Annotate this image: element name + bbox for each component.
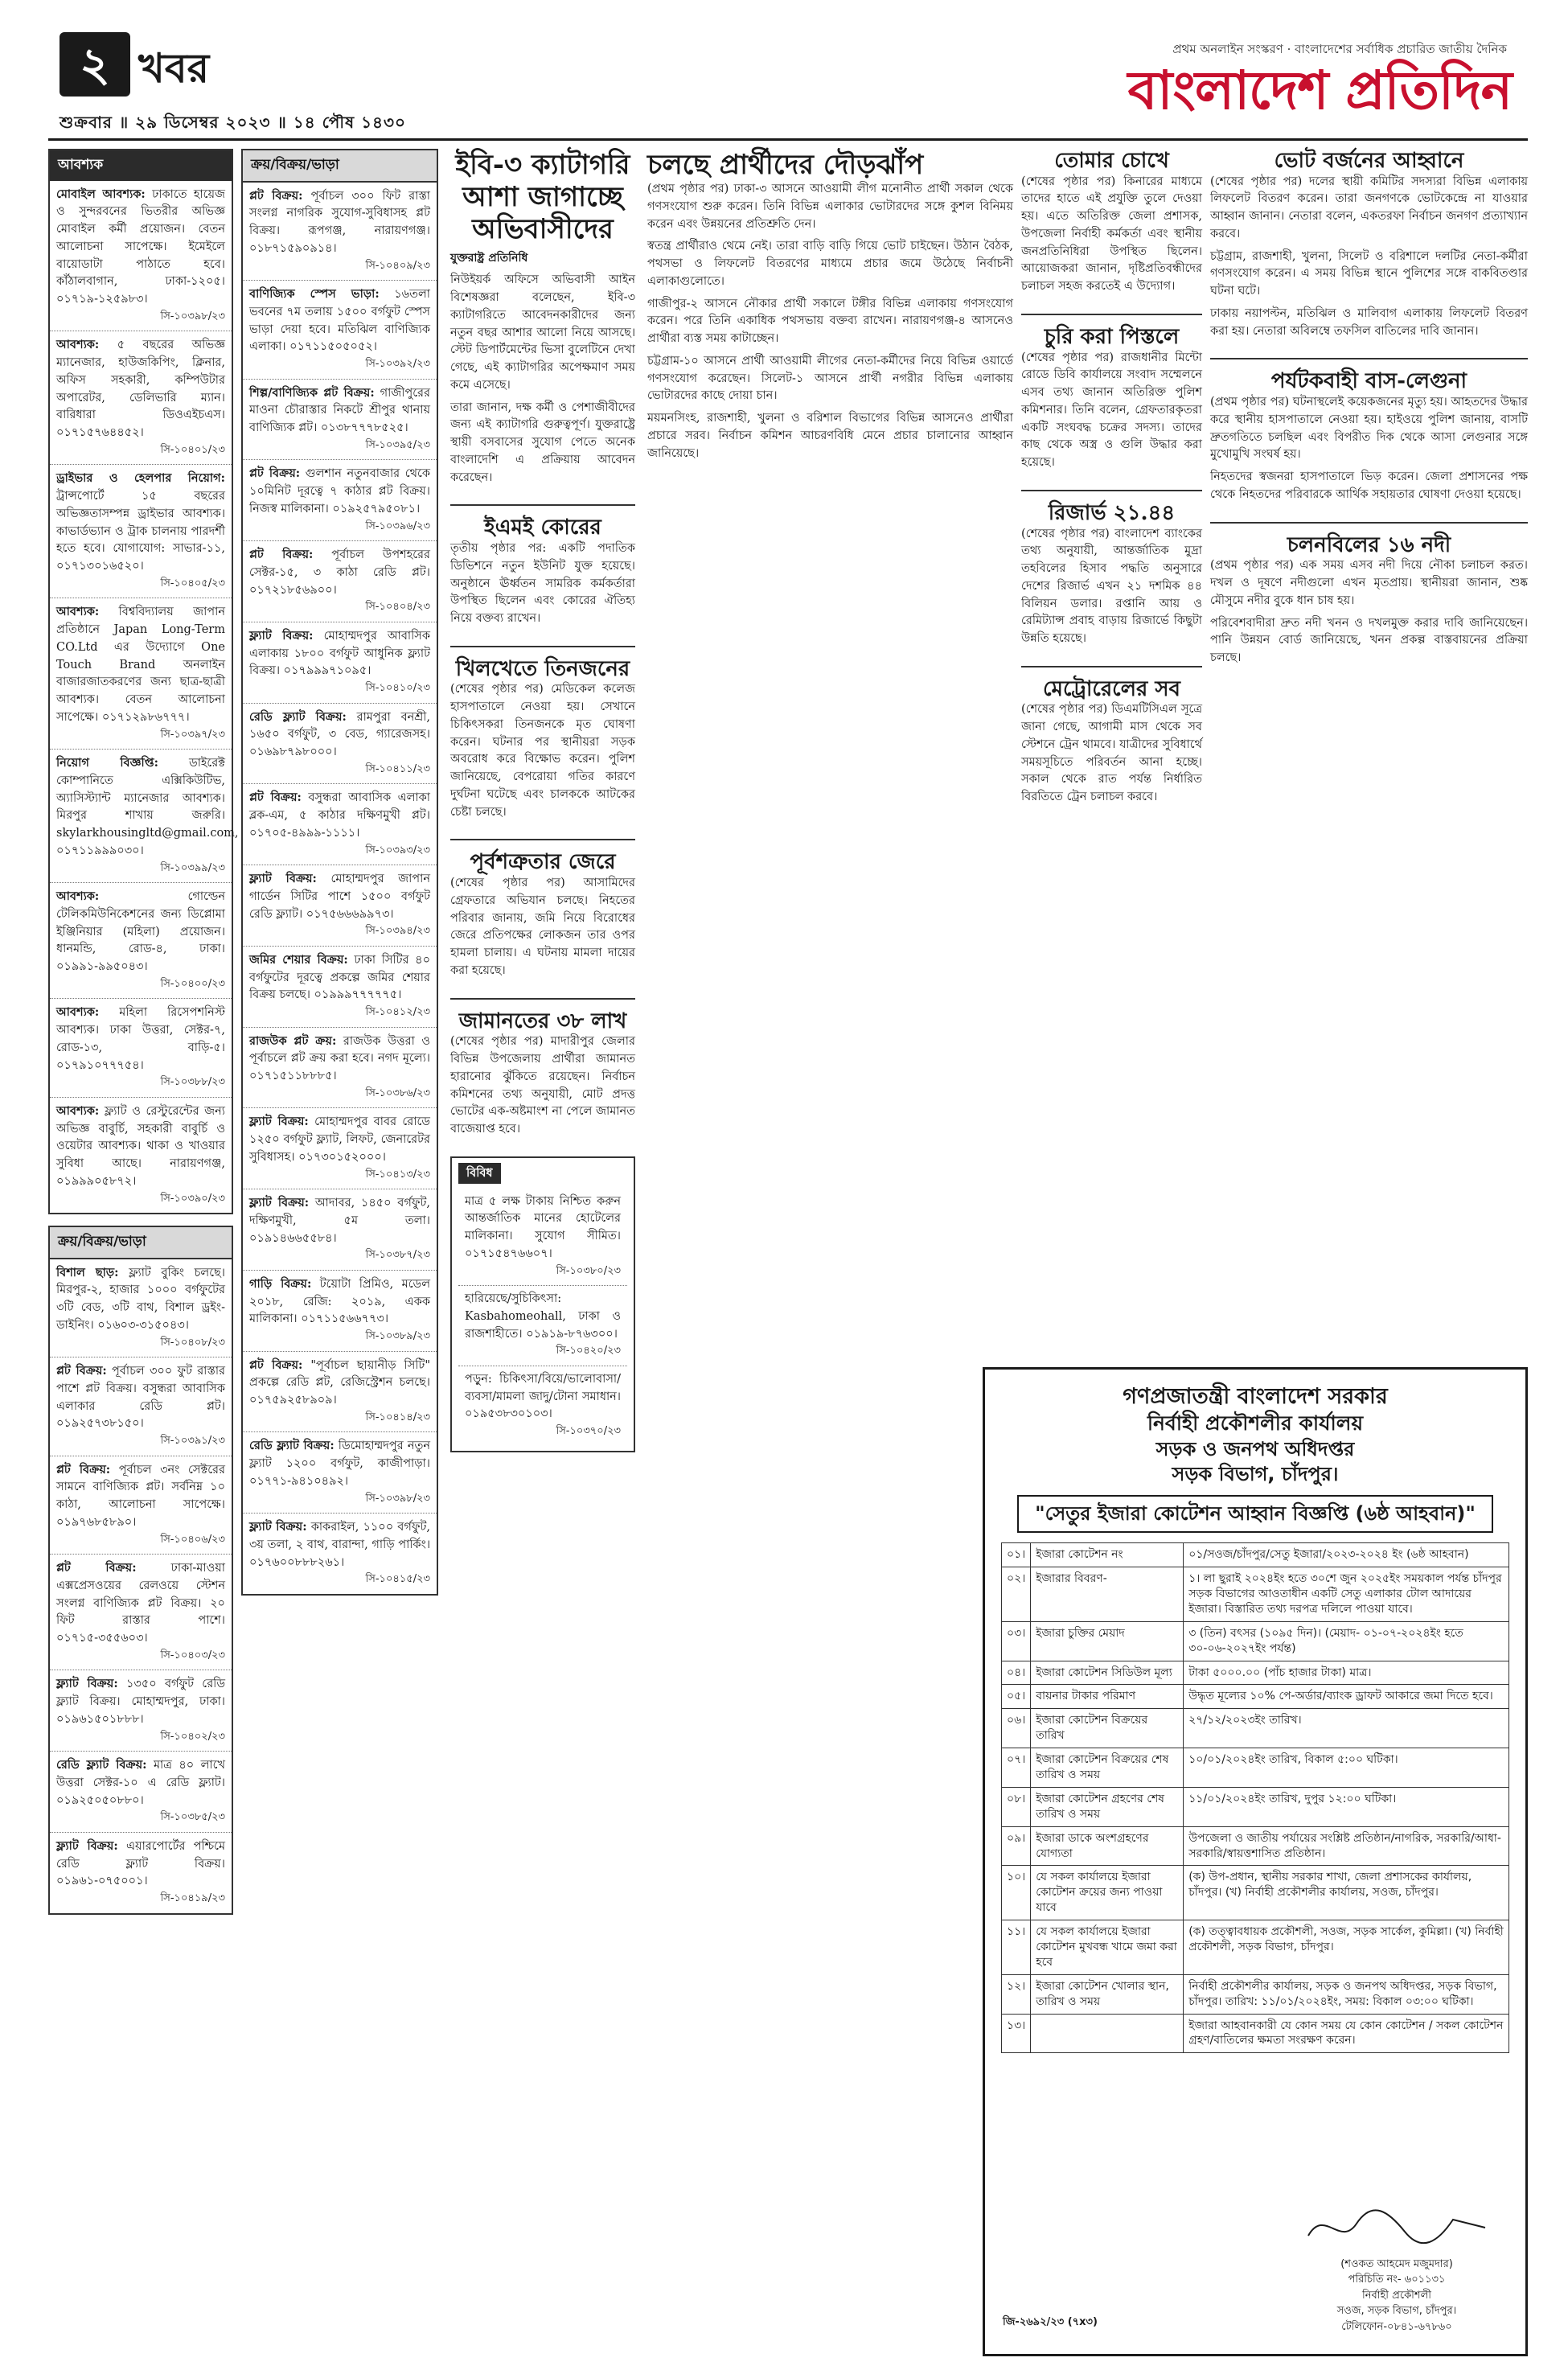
classifieds-column-left [48, 149, 239, 1926]
classified-ad-title: ফ্ল্যাট বিক্রয়: [249, 1196, 310, 1210]
notice-row [1002, 1709, 1509, 1748]
story-eme-para-1: তৃতীয় পৃষ্ঠার পর: একটি পদাতিক ডিভিশনে নতুন ইউনিট যুক্ত হয়েছে। অনুষ্ঠানে ঊর্ধ্বতন সামরিক কর্মকর্তারা উপস্থিত ছিলেন এবং কোরের ঐতিহ্য নিয়ে বক্তব্য রাখেন। [450, 542, 635, 625]
classifieds-buysell-list-left [50, 1259, 232, 1913]
notice-cell-k: যে সকল কার্যালয়ে ইজারা কোটেশন মুখবন্ধ খামে জমা করা হবে [1031, 1920, 1184, 1975]
classified-ad-title: আবশ্যক: [56, 338, 100, 352]
classified-ad-body: ট্রান্সপোর্টে ১৫ বছরের অভিজ্ঞতাসম্পন্ন ড্রাইভার আবশ্যক। কাভার্ডভ্যান ও ট্রাক চালনায় পারদর্শী হতে হবে। যোগাযোগ: সাভার-১১, ০১৭১৩০১৬৫২০। [56, 490, 225, 573]
classified-ad [243, 183, 437, 281]
classified-ad-ref: সি-১০৩৯৮/২৩ [160, 310, 225, 322]
story-enmity-para-1: (শেষের পৃষ্ঠার পর) আসামিদের গ্রেফতারে অভিযান চলছে। নিহতের পরিবার জানায়, জমি নিয়ে বিরোধের জেরে প্রতিপক্ষের লোকজন তার ওপর হামলা চালায়। এ ঘটনায় মামলা দায়ের করা হয়েছে। [450, 877, 635, 977]
story-khilkhet [450, 657, 635, 822]
classified-ad-ref: সি-১০৩৮৭/২৩ [365, 1249, 430, 1262]
story-your-eyes-para-1: (শেষের পৃষ্ঠার পর) কিনারের মাধ্যমে তাদের হাতে এই প্রযুক্তি তুলে দেওয়া হয়। এতে অতিরিক্ত জেলা প্রশাসক, উপজেলা নির্বাহী কর্মকর্তা এবং স্থানীয় জনপ্রতিনিধিরা উপস্থিত ছিলেন। আয়োজকরা জানান, দৃষ্টিপ্রতিবন্ধীদের চলাচল সহজ করতেই এ উদ্যোগ। [1021, 175, 1202, 294]
classified-ad-title: রেডি ফ্ল্যাট বিক্রয়: [249, 709, 347, 724]
classified-ad-title: ফ্ল্যাট বিক্রয়: [56, 1838, 118, 1853]
classified-ad-body: পূর্বাচল উপশহরের সেক্টর-১৫, ৩ কাঠা রেডি প্লট। ০১৭২১৮৫৬৯০০। [249, 548, 431, 597]
column-divider [1021, 490, 1202, 491]
column-divider [1210, 358, 1528, 359]
classifieds-buysell-box-right [241, 149, 438, 1596]
story-tourist-bus-para-2: নিহতদের স্বজনরা হাসপাতালে ভিড় করেন। জেলা প্রশাসনের পক্ষ থেকে নিহতদের পরিবারকে আর্থিক সহায়তার ঘোষণা দেওয়া হয়েছে। [1210, 470, 1528, 501]
classified-ad-body: গোল্ডেন টেলিকমিউনিকেশনের জন্য ডিপ্লোমা ইঞ্জিনিয়ার (মহিলা) প্রয়োজন। ধানমন্ডি, রোড-৪, ঢাকা। ০১৯৯১-৯৯৫০৪৩। [56, 890, 225, 973]
notice-cell-k: ইজারা চুক্তির মেয়াদ [1031, 1621, 1184, 1661]
story-boycott-para-3: ঢাকায় নয়াপল্টন, মতিঝিল ও মালিবাগ এলাকায় লিফলেট বিতরণ করা হয়। নেতারা অবিলম্বে তফসিল বাতিলের দাবি জানান। [1210, 306, 1528, 338]
classifieds-wanted-header: আবশ্যক [50, 150, 232, 181]
classified-ad [50, 750, 239, 883]
classified-ad-ref: সি-১০৩৯৫/২৩ [365, 438, 430, 451]
notice-cell-v: ইজারা আহবানকারী যে কোন সময় যে কোন কোটেশন / সকল কোটেশন গ্রহণ/বাতিলের ক্ষমতা সংরক্ষণ করেন। [1184, 2014, 1509, 2053]
classified-ad-title: আবশ্যক: [56, 889, 100, 903]
classified-ad-title: প্লট বিক্রয়: [56, 1561, 137, 1575]
notice-cell-v: ১। লা ছুরাই ২০২৪ইং হতে ৩০শে জুন ২০২৫ইং সময়কাল পর্যন্ত চাঁদপুর সড়ক বিভাগের আওতাধীন একটি সেতু এলাকার টোল আদায়ের ইজারা। বিস্তারিত তথ্য দরপত্র দলিলে পাওয়া যাবে। [1184, 1567, 1509, 1622]
notice-office-title: নির্বাহী প্রকৌশলীর কার্যালয় [1147, 1411, 1364, 1435]
notice-cell-k: বায়নার টাকার পরিমাণ [1031, 1685, 1184, 1709]
story-enmity-headline[interactable]: পূর্বশত্রুতার জেরে [470, 850, 616, 875]
classified-ad-body: এয়ারপোর্টের পশ্চিমে রেডি ফ্ল্যাট বিক্রয়। ০১৯৬১-০৭৫০০১। [56, 1839, 225, 1888]
classified-ad-ref: সি-১০৪১৪/২৩ [365, 1411, 430, 1423]
column-divider [1021, 314, 1202, 315]
story-eb3-para-1: নিউইয়র্ক অফিসে অভিবাসী আইন বিশেষজ্ঞরা বলেছেন, ইবি-৩ ক্যাটাগরিতে আবেদনকারীদের জন্য নতুন বছর আশার আলো নিয়ে আসছে। স্টেট ডিপার্টমেন্টের ভিসা বুলেটিনে দেখা গেছে, এই ক্যাটাগরির অপেক্ষমাণ সময় কমে এসেছে। [450, 273, 635, 392]
story-campaign-para-5: ময়মনসিংহ, রাজশাহী, খুলনা ও বরিশাল বিভাগের বিভিন্ন আসনেও প্রার্থীরা প্রচারে সরব। নির্বাচন কমিশন আচরণবিধি মেনে প্রচার চালানোর আহ্বান জানিয়েছে। [647, 412, 1013, 460]
notice-row [1002, 1826, 1509, 1866]
classified-ad-title: প্লট বিক্রয়: [249, 791, 302, 805]
classified-ad [243, 1432, 437, 1514]
classified-ad-title: প্লট বিক্রয়: [249, 188, 303, 203]
classified-ad-ref: সি-১০৪১১/২৩ [365, 762, 430, 775]
classified-ad-title: শিল্প/বাণিজ্যিক প্লট বিক্রয়: [249, 385, 375, 400]
notice-cell-k [1031, 2014, 1184, 2053]
story-campaign-para-2: স্বতন্ত্র প্রার্থীরাও থেমে নেই। তারা বাড়ি বাড়ি গিয়ে ভোট চাইছেন। উঠান বৈঠক, পথসভা ও লিফলেট বিতরণের মাধ্যমে প্রচার জমে উঠেছে নির্বাচনী এলাকাগুলোতে। [647, 240, 1013, 288]
classified-ad [50, 1833, 232, 1913]
classified-ad-ref: সি-১০৩৭০/২৩ [556, 1425, 621, 1438]
notice-cell-n: ১০। [1002, 1866, 1031, 1920]
miscellaneous-list [458, 1189, 627, 1446]
classified-ad [50, 331, 232, 465]
story-reserve-para-1: (শেষের পৃষ্ঠার পর) বাংলাদেশ ব্যাংকের তথ্য অনুযায়ী, আন্তর্জাতিক মুদ্রা তহবিলের হিসাব পদ্ধতি অনুসারে দেশের রিজার্ভ এখন ২১ দশমিক ৪৪ বিলিয়ন ডলার। রপ্তানি আয় ও রেমিট্যান্স প্রবাহ বাড়ায় রিজার্ভে কিছুটা উন্নতি হয়েছে। [1021, 527, 1202, 646]
classified-ad-body: গুলশান নতুনবাজার থেকে ১০মিনিট দূরত্বে ৭ কাঠার প্লট বিক্রয়। নিজস্ব মালিকানা। ০১৯২৫৭৯৫০৮১। [249, 467, 431, 515]
story-pistol-headline[interactable]: চুরি করা পিস্তলে [1044, 324, 1180, 349]
notice-cell-n: ০৫। [1002, 1685, 1031, 1709]
notice-cell-k: ইজারা ডাকে অংশগ্রহণের যোগ্যতা [1031, 1826, 1184, 1866]
classified-ad [50, 1752, 232, 1833]
classified-ad-title: প্লট বিক্রয়: [56, 1364, 107, 1378]
classifieds-wanted-box [48, 149, 239, 1214]
classified-ad [458, 1189, 627, 1287]
story-eb3-para-2: তারা জানান, দক্ষ কর্মী ও পেশাজীবীদের জন্য এই ক্যাটাগরি গুরুত্বপূর্ণ। যুক্তরাষ্ট্রে স্থায়ী বসবাসের সুযোগ পেতে অনেক বাংলাদেশি এ প্রক্রিয়ায় আবেদন করেছেন। [450, 400, 635, 484]
column-divider [450, 839, 635, 840]
notice-row [1002, 1661, 1509, 1685]
classified-ad-body: হারিয়েছে/সুচিকিৎসা: Kasbahomeohall, ঢাকা ও রাজশাহীতে। ০১৯১৯-৮৭৬৩০০। [465, 1292, 621, 1341]
notice-signature-block [1292, 2204, 1501, 2335]
notice-cell-v: উদ্ধৃত মূল্যের ১০% পে-অর্ডার/ব্যাংক ড্রাফট আকারে জমা দিতে হবে। [1184, 1685, 1509, 1709]
classified-ad-ref: সি-১০৩৯৩/২৩ [365, 844, 430, 856]
miscellaneous-box [450, 1156, 635, 1452]
classified-ad-ref: সি-১০৪০৮/২৩ [160, 1336, 225, 1349]
classified-ad-title: ফ্ল্যাট বিক্রয়: [249, 1520, 307, 1534]
notice-cell-n: ১৩। [1002, 2014, 1031, 2053]
classified-ad [50, 1357, 232, 1456]
classified-ad-ref: সি-১০৪১০/২৩ [365, 682, 430, 694]
story-deposit-para-1: (শেষের পৃষ্ঠার পর) মাদারীপুর জেলার বিভিন্ন উপজেলায় প্রার্থীরা জামানত হারানোর ঝুঁকিতে রয়েছেন। নির্বাচন কমিশনের তথ্য অনুযায়ী, মোট প্রদত্ত ভোটের এক-অষ্টমাংশ না পেলে জামানত বাজেয়াপ্ত হবে। [450, 1035, 635, 1136]
classified-ad-title: ফ্ল্যাট বিক্রয়: [56, 1677, 118, 1691]
classified-ad-body: ঢাকাতে হায়েজ ও সুন্দরবনের ভিতরীর অভিজ্ঞ মোবাইল কর্মী প্রয়োজন। বেতন আলোচনা সাপেক্ষে। ইমেইলে বায়োডাটা পাঠাতে হবে। কাঁঠালবাগান, ঢাকা-১২০৫। ০১৭১৯-১২৫৯৮৩। [56, 187, 226, 306]
story-campaign-para-1: (প্রথম পৃষ্ঠার পর) ঢাকা-৩ আসনে আওয়ামী লীগ মনোনীত প্রার্থী সকাল থেকে গণসংযোগ শুরু করেন। তিনি বিভিন্ন এলাকার ভোটারদের সঙ্গে কুশল বিনিময় করেন এবং উন্নয়নের প্রতিশ্রুতি দেন। [647, 183, 1013, 231]
notice-cell-k: যে সকল কার্যালয়ে ইজারা কোটেশন ক্রয়ের জন্য পাওয়া যাবে [1031, 1866, 1184, 1920]
classified-ad-title: নিয়োগ বিজ্ঞপ্তি: [56, 756, 158, 770]
classified-ad [243, 1028, 437, 1109]
classifieds-buysell-header-left: ক্রয়/বিক্রয়/ভাড়া [50, 1227, 232, 1259]
notice-sign-id: পরিচিতি নং- ৬০১১৩১ [1348, 2273, 1446, 2286]
story-metro-headline[interactable]: মেট্রোরেলের সব [1042, 676, 1180, 701]
classified-ad [50, 999, 232, 1098]
notice-sign-office: সওজ, সড়ক বিভাগ, চাঁদপুর। [1336, 2305, 1457, 2317]
story-khilkhet-headline[interactable]: খিলখেতে তিনজনের [455, 656, 630, 681]
classified-ad-title: প্লট বিক্রয়: [56, 1462, 111, 1477]
brand-tagline: প্রথম অনলাইন সংস্করণ · বাংলাদেশের সর্বাধিক প্রচারিত জাতীয় দৈনিক [1172, 42, 1507, 56]
classified-ad-body: গাজীপুরের মাওনা চৌরাস্তার নিকটে শ্রীপুর থানায় বাণিজ্যিক প্লট। ০১৩৮৭৭৭৮৫২৫। [249, 386, 431, 434]
tender-notice [983, 1367, 1528, 2356]
story-reserve-headline[interactable]: রিজার্ভ ২১.৪৪ [1048, 500, 1176, 525]
classified-ad [243, 1189, 437, 1271]
notice-row [1002, 1866, 1509, 1920]
classified-ad-ref: সি-১০৪০১/২৩ [160, 443, 225, 456]
column-divider [450, 646, 635, 647]
masthead-rule [48, 138, 1528, 141]
classified-ad-body: কাকরাইল, ১১০০ বর্গফুট, ৩য় তলা, ২ বাথ, বারান্দা, গাড়ি পার্কিং। ০১৭৬০০৮৮৮২৬১। [249, 1521, 430, 1569]
notice-cell-v: ২৭/১২/২০২৩ইং তারিখ। [1184, 1709, 1509, 1748]
classified-ad-ref: সি-১০৪০০/২৩ [160, 977, 225, 990]
classified-ad [50, 1670, 232, 1752]
classified-ad-ref: সি-১০৩৯৬/২৩ [365, 520, 430, 532]
notice-division-title: সড়ক বিভাগ, চাঁদপুর। [1172, 1462, 1339, 1485]
story-boycott [1210, 149, 1528, 340]
notice-row [1002, 2014, 1509, 2053]
classified-ad-ref: সি-১০৪২০/২৩ [556, 1345, 621, 1357]
page-number-badge: ২ [60, 32, 130, 97]
notice-row [1002, 1748, 1509, 1788]
news-column-4 [647, 149, 1013, 480]
classified-ad-body: পূর্বাচল ৩০০ ফুট রাস্তার পাশে প্লট বিক্রয়। বসুন্ধরা আবাসিক এলাকার রেডি প্লট। ০১৯২৫৭৩৮১৫০। [56, 1365, 225, 1431]
classified-ad-title: আবশ্যক: [56, 605, 100, 619]
story-your-eyes-headline[interactable]: তোমার চোখে [1054, 149, 1169, 173]
story-chalanbeel-para-2: পরিবেশবাদীরা দ্রুত নদী খনন ও দখলমুক্ত করার দাবি জানিয়েছেন। পানি উন্নয়ন বোর্ড জানিয়েছে, খনন প্রকল্প বাস্তবায়নের প্রক্রিয়া চলছে। [1210, 616, 1528, 665]
section-name: খবর [138, 44, 210, 92]
classified-ad [243, 460, 437, 541]
classified-ad-ref: সি-১০৩৮০/২৩ [556, 1264, 621, 1277]
classified-ad-body: পূর্বাচল ৩নং সেক্টরের সামনে বাণিজ্যিক প্লট। সর্বনিম্ন ১০ কাঠা, আলোচনা সাপেক্ষে। ০১৯৭৬৮৫৮৯০। [56, 1463, 226, 1529]
notice-cell-n: ০২। [1002, 1567, 1031, 1622]
notice-subject: "সেতুর ইজারা কোটেশন আহ্বান বিজ্ঞপ্তি (৬ষ্ঠ আহবান)" [1017, 1495, 1493, 1533]
classified-ad-ref: সি-১০৩৮৮/২৩ [160, 1076, 225, 1089]
story-campaign-headline[interactable]: চলছে প্রার্থীদের দৌড়ঝাঁপ [647, 149, 924, 181]
notice-cell-n: ০৪। [1002, 1661, 1031, 1685]
classified-ad [243, 1352, 437, 1433]
classified-ad [243, 1514, 437, 1594]
story-metro-para-1: (শেষের পৃষ্ঠার পর) ডিএমটিসিএল সূত্রে জানা গেছে, আগামী মাস থেকে সব স্টেশনে ট্রেন থামবে। যাত্রীদের সুবিধার্থে সময়সূচিতে পরিবর্তন আনা হচ্ছে। সকাল থেকে রাত পর্যন্ত নির্ধারিত বিরতিতে ট্রেন চলাচল করবে। [1021, 703, 1202, 804]
notice-row [1002, 1567, 1509, 1622]
story-chalanbeel-para-1: (প্রথম পৃষ্ঠার পর) এক সময় এসব নদী দিয়ে নৌকা চলাচল করত। দখল ও দূষণে নদীগুলো এখন মৃতপ্রায়। স্থানীয়রা জানান, শুষ্ক মৌসুমে নদীর বুকে ধান চাষ হয়। [1210, 559, 1528, 607]
story-chalanbeel-headline[interactable]: চলনবিলের ১৬ নদী [1287, 532, 1451, 557]
story-deposit-headline[interactable]: জামানতের ৩৮ লাখ [458, 1008, 627, 1033]
notice-cell-n: ০৬। [1002, 1709, 1031, 1748]
brand-logo[interactable] [1127, 40, 1512, 121]
classified-ad [243, 281, 437, 380]
notice-gov-title: গণপ্রজাতন্ত্রী বাংলাদেশ সরকার [1123, 1384, 1388, 1409]
classified-ad-title: রেডি ফ্ল্যাট বিক্রয়: [56, 1758, 147, 1772]
classified-ad-body: "পূর্বাচল ছায়ানীড় সিটি" প্রকল্পে রেডি প্লট, রেজিস্ট্রেশন চলছে। ০১৭৫৯২৫৮৯০৯। [249, 1358, 430, 1407]
classified-ad-ref: সি-১০৩৯০/২৩ [160, 1192, 225, 1205]
classified-ad [50, 1098, 232, 1213]
masthead [48, 16, 1528, 145]
notice-cell-n: ০১। [1002, 1543, 1031, 1567]
news-column-7 [1210, 149, 1528, 685]
classified-ad [50, 1259, 232, 1358]
notice-cell-n: ১১। [1002, 1920, 1031, 1975]
notice-cell-n: ০৭। [1002, 1748, 1031, 1788]
story-campaign-para-3: গাজীপুর-২ আসনে নৌকার প্রার্থী সকালে টঙ্গীর বিভিন্ন এলাকায় গণসংযোগ করেন। পরে তিনি একাধিক পথসভায় বক্তব্য রাখেন। নারায়ণগঞ্জ-৪ আসনেও প্রার্থীরা ব্যস্ত সময় কাটাচ্ছেন। [647, 297, 1013, 346]
classified-ad-body: ফ্ল্যাট ও রেস্টুরেন্টের জন্য অভিজ্ঞ বাবুর্চি, সহকারী বাবুর্চি ও ওয়েটার আবশ্যক। থাকা ও খাওয়ার সুবিধা আছে। নারায়ণগঞ্জ, ০১৯৯৯০৫৮৭২। [56, 1104, 225, 1188]
classified-ad-body: ৫ বছরের অভিজ্ঞ ম্যানেজার, হাউজকিপিং, ক্লিনার, অফিস সহকারী, কম্পিউটার অপারেটর, ডেলিভারি ম্যান। বারিধারা ডিওএইচএস। ০১৭১৫৭৬৪৪৫২। [56, 339, 225, 439]
classified-ad [243, 1271, 437, 1352]
classified-ad-ref: সি-১০৪১৯/২৩ [160, 1892, 225, 1904]
classified-ad-body: ঢাকা-মাওয়া এক্সপ্রেসওয়ের রেলওয়ে স্টেশন সংলগ্ন বাণিজ্যিক প্লট বিক্রয়। ২০ ফিট রাস্তার পাশে। ০১৭১৫-৩৫৫৬০৩। [56, 1562, 225, 1645]
notice-sign-phone: টেলিফোন-০৮৪১-৬৭৮৬০ [1341, 2320, 1452, 2333]
classified-ad-ref: সি-১০৪১৩/২৩ [365, 1168, 430, 1181]
classified-ad-body: পড়ুন: চিকিৎসা/বিয়ে/ভালোবাসা/ব্যবসা/মামলা জাদু/টোনা সমাধান। ০১৯৫৩৮৩০১০৩। [465, 1372, 621, 1421]
notice-cell-v: (ক) তত্ত্বাবধায়ক প্রকৌশলী, সওজ, সড়ক সার্কেল, কুমিল্লা। (খ) নির্বাহী প্রকৌশলী, সড়ক বিভাগ, চাঁদপুর। [1184, 1920, 1509, 1975]
classified-ad [243, 784, 437, 865]
notice-cell-k: ইজারা কোটেশন গ্রহণের শেষ তারিখ ও সময় [1031, 1787, 1184, 1826]
notice-cell-v: ১১/০১/২০২৪ইং তারিখ, দুপুর ১২:০০ ঘটিকা। [1184, 1787, 1509, 1826]
story-your-eyes [1021, 149, 1202, 296]
notice-cell-k: ইজারা কোটেশন বিক্রয়ের শেষ তারিখ ও সময় [1031, 1748, 1184, 1788]
classified-ad-body: রাজউক উত্তরা ও পূর্বাচলে প্লট ক্রয় করা হবে। নগদ মূল্যে। ০১৭১৫১১৮৮৮৫। [249, 1034, 430, 1082]
news-column-6 [1021, 149, 1202, 824]
notice-cell-v: ৩ (তিন) বৎসর (১০৯৫ দিন)। (মেয়াদ- ০১-০৭-২০২৪ইং হতে ৩০-০৬-২০২৭ইং পর্যন্ত) [1184, 1621, 1509, 1661]
classified-ad-title: রাজউক প্লট ক্রয়: [249, 1033, 337, 1048]
column-divider [450, 504, 635, 506]
notice-row [1002, 1920, 1509, 1975]
classified-ad-title: আবশ্যক: [56, 1103, 100, 1118]
classified-ad-ref: সি-১০৪০২/২৩ [160, 1730, 225, 1743]
classified-ad-ref: সি-১০৩৮৬/২৩ [365, 1086, 430, 1099]
classified-ad-body: মাত্র ৫ লক্ষ টাকায় নিশ্চিত করুন আন্তর্জাতিক মানের হোটেলের মালিকানা। সুযোগ সীমিত। ০১৭১৫৪৭৬৬০৭। [465, 1194, 621, 1260]
classifieds-buysell-box-left [48, 1226, 233, 1915]
classified-ad-body: রামপুরা বনশ্রী, ১৬৫০ বর্গফুট, ৩ বেড, গ্যারেজসহ। ০১৬৯৮৭৯৮০০০। [249, 710, 430, 758]
column-divider [1210, 522, 1528, 524]
story-deposit [450, 1009, 635, 1139]
classified-ad-body: ১৩৫০ বর্গফুট রেডি ফ্ল্যাট বিক্রয়। মোহাম্মদপুর, ঢাকা। ০১৯৬১৫০১৮৮৮। [56, 1678, 225, 1726]
notice-row [1002, 1974, 1509, 2014]
story-metro [1021, 677, 1202, 807]
notice-row [1002, 1685, 1509, 1709]
notice-cell-k: ইজারা কোটেশন খোলার স্থান, তারিখ ও সময় [1031, 1974, 1184, 2014]
notice-cell-k: ইজারা কোটেশন নং [1031, 1543, 1184, 1567]
notice-memo-number: জি-২৬৯২/২৩ (৭x৩) [1003, 2316, 1098, 2328]
notice-cell-v: নির্বাহী প্রকৌশলীর কার্যালয়, সড়ক ও জনপথ অধিদপ্তর, সড়ক বিভাগ, চাঁদপুর। তারিখ: ১১/০১/২০২৪ইং, সময়: বিকাল ০৩:০০ ঘটিকা। [1184, 1974, 1509, 2014]
notice-cell-k: ইজারা কোটেশন সিডিউল মূল্য [1031, 1661, 1184, 1685]
brand-name: বাংলাদেশ প্রতিদিন [1127, 59, 1512, 121]
news-column-3 [450, 149, 635, 1452]
classified-ad-title: প্লট বিক্রয়: [249, 1357, 303, 1372]
classified-ad-title: ফ্ল্যাট বিক্রয়: [249, 1115, 309, 1129]
classified-ad [458, 1366, 627, 1446]
story-eb3-headline[interactable]: ইবি-৩ ক্যাটাগরি আশা জাগাচ্ছে অভিবাসীদের [455, 149, 630, 246]
classified-ad-body: ১৬তলা ভবনের ৭ম তলায় ১৫০০ বর্গফুট স্পেস ভাড়া দেয়া হবে। মতিঝিল বাণিজ্যিক এলাকা। ০১৭১১৫০৫০৫২। [249, 288, 430, 354]
classified-ad-ref: সি-১০৪০৪/২৩ [365, 601, 430, 614]
column-divider [450, 998, 635, 1000]
classified-ad [243, 622, 437, 704]
classified-ad-title: গাড়ি বিক্রয়: [249, 1276, 312, 1291]
story-enmity [450, 850, 635, 980]
notice-cell-n: ০৯। [1002, 1826, 1031, 1866]
classified-ad-body: টয়োটা প্রিমিও, মডেল ২০১৮, রেজি: ২০১৯, একক মালিকানা। ০১৭১১৫৬৬৭৭৩। [249, 1277, 431, 1326]
classified-ad-ref: সি-১০৩৮৫/২৩ [160, 1811, 225, 1824]
story-eb3-byline: যুক্তরাষ্ট্র প্রতিনিধি [450, 252, 528, 265]
classified-ad-title: আবশ্যক: [56, 1005, 100, 1020]
notice-cell-n: ০৩। [1002, 1621, 1031, 1661]
classified-ad-ref: সি-১০৪০৯/২৩ [365, 259, 430, 272]
classified-ad-body: মোহাম্মদপুর বাবর রোডে ১২৫০ বর্গফুট ফ্ল্যাট, লিফট, জেনারেটর সুবিধাসহ। ০১৭৩০১৫২০০০। [249, 1115, 430, 1164]
notice-row [1002, 1621, 1509, 1661]
classified-ad-ref: সি-১০৩৯৮/২৩ [365, 1492, 430, 1505]
notice-cell-k: ইজারার বিবরণ- [1031, 1567, 1184, 1622]
classified-ad [243, 1108, 437, 1189]
classified-ad [50, 1456, 232, 1555]
classified-ad [243, 380, 437, 461]
story-boycott-para-1: (শেষের পৃষ্ঠার পর) দলের স্থায়ী কমিটির সদস্যরা বিভিন্ন এলাকায় লিফলেট বিতরণ করেন। তারা জনগণকে ভোটকেন্দ্রে না যাওয়ার আহ্বান জানান। নেতারা বলেন, একতরফা নির্বাচন জনগণ প্রত্যাখ্যান করবে। [1210, 175, 1528, 240]
classified-ad-body: বসুন্ধরা আবাসিক এলাকা ব্লক-এম, ৫ কাঠার দক্ষিণমুখী প্লট। ০১৭০৫-৪৯৯৯-১১১১। [249, 791, 430, 840]
classified-ad-title: ফ্ল্যাট বিক্রয়: [249, 872, 317, 885]
classified-ad-title: বাণিজ্যিক স্পেস ভাড়া: [249, 287, 380, 301]
classified-ad [243, 947, 437, 1028]
classified-ad-body: মাত্র ৪০ লাখে উত্তরা সেক্টর-১০ এ রেডি ফ্ল্যাট। ০১৯২৫০৫০৮৮০। [56, 1759, 226, 1807]
classified-ad-ref: সি-১০৩৯৭/২৩ [160, 728, 225, 741]
classified-ad-body: মোহাম্মদপুর আবাসিক এলাকায় ১৮০০ বর্গফুট আধুনিক ফ্ল্যাট বিক্রয়। ০১৭৯৯৯৭১০৯৫। [249, 629, 430, 678]
classified-ad-title: ড্রাইভার ও হেলপার নিয়োগ: [56, 471, 225, 486]
story-pistol [1021, 325, 1202, 472]
classified-ad-body: ডাইরেক্ট কোম্পানিতে এক্সিকিউটিভ, অ্যাসিস্ট্যান্ট ম্যানেজার আবশ্যক। মিরপুর শাখায় জরুরি। skylarkhousingltd@gmail.com, ০১৭১১৯৯৯০৩০। [56, 757, 239, 857]
story-reserve [1021, 501, 1202, 648]
notice-cell-v: (ক) উপ-প্রধান, স্থানীয় সরকার শাখা, জেলা প্রশাসকের কার্যালয়, চাঁদপুর। (খ) নির্বাহী প্রকৌশলীর কার্যালয়, সওজ, চাঁদপুর। [1184, 1866, 1509, 1920]
classified-ad-ref: সি-১০৩৯৪/২৩ [365, 925, 430, 938]
classified-ad-body: পূর্বাচল ৩০০ ফিট রাস্তা সংলগ্ন নাগরিক সুযোগ-সুবিধাসহ প্লট বিক্রয়। রূপগঞ্জ, নারায়ণগঞ্জ। ০১৮৭১৫৯০৯১৪। [249, 189, 430, 255]
classified-ad [50, 1555, 232, 1670]
story-tourist-bus [1210, 369, 1528, 503]
classified-ad-ref: সি-১০৪০৫/২৩ [160, 577, 225, 589]
classified-ad-title: ফ্ল্যাট বিক্রয়: [249, 628, 314, 643]
classified-ad-ref: সি-১০৩৯১/২৩ [160, 1435, 225, 1447]
notice-cell-n: ১২। [1002, 1974, 1031, 2014]
classified-ad [50, 181, 232, 332]
story-chalanbeel [1210, 533, 1528, 667]
classified-ad [243, 865, 437, 947]
notice-department-title: সড়ক ও জনপথ অধিদপ্তর [1155, 1437, 1355, 1460]
miscellaneous-header: বিবিধ [458, 1163, 501, 1184]
classified-ad-ref: সি-১০৩৯৯/২৩ [160, 861, 225, 874]
classified-ad-ref: সি-১০৪০৬/২৩ [160, 1533, 225, 1546]
story-campaign-para-4: চট্টগ্রাম-১০ আসনে প্রার্থী আওয়ামী লীগের নেতা-কর্মীদের নিয়ে বিভিন্ন ওয়ার্ডে গণসংযোগ করেছেন। সিলেট-১ আসনে প্রার্থী নগরীর বিভিন্ন এলাকায় ভোটারদের কাছে দোয়া চান। [647, 354, 1013, 403]
classifieds-column-right [241, 149, 438, 1607]
classified-ad-body: বিশ্ববিদ্যালয় জাপান প্রতিষ্ঠানে Japan Long-Term CO.Ltd এর উদ্যোগে One Touch Brand অনলাইন বাজারজাতকরণের জন্য ছাত্র-ছাত্রী আবশ্যক। বেতন আলোচনা সাপেক্ষে। ০১৭১২৯৮৬৭৭৭। [56, 606, 226, 724]
story-boycott-headline[interactable]: ভোট বর্জনের আহ্বানে [1274, 149, 1464, 173]
notice-row [1002, 1543, 1509, 1567]
classified-ad-title: মোবাইল আবশ্যক: [56, 187, 146, 201]
story-campaign [647, 149, 1013, 462]
notice-cell-n: ০৮। [1002, 1787, 1031, 1826]
classified-ad [50, 883, 232, 999]
story-tourist-bus-headline[interactable]: পর্যটকবাহী বাস-লেগুনা [1270, 369, 1467, 394]
notice-cell-k: ইজারা কোটেশন বিক্রয়ের তারিখ [1031, 1709, 1184, 1748]
classifieds-wanted-list [50, 181, 239, 1214]
notice-signatory: (শওকত আহমেদ মজুমদার) [1340, 2257, 1453, 2270]
story-pistol-para-1: (শেষের পৃষ্ঠার পর) রাজধানীর মিন্টো রোডে ডিবি কার্যালয়ে সংবাদ সম্মেলনে এসব তথ্য জানান অতিরিক্ত পুলিশ কমিশনার। তিনি বলেন, গ্রেফতারকৃতরা একটি সংঘবদ্ধ চক্রের সদস্য। তাদের কাছ থেকে অস্ত্র ও গুলি উদ্ধার করা হয়েছে। [1021, 351, 1202, 470]
notice-row [1002, 1787, 1509, 1826]
story-khilkhet-para-1: (শেষের পৃষ্ঠার পর) মেডিকেল কলেজ হাসপাতালে নেওয়া হয়। সেখানে চিকিৎসকরা তিনজনকে মৃত ঘোষণা করেন। ঘটনার পর স্থানীয়রা সড়ক অবরোধ করে বিক্ষোভ করেন। পুলিশ জানিয়েছে, বেপরোয়া গতির কারণে দুর্ঘটনা ঘটেছে এবং চালককে আটকের চেষ্টা চলছে। [450, 683, 635, 819]
classified-ad [50, 465, 232, 598]
notice-table [1001, 1542, 1509, 2053]
classified-ad-body: মোহাম্মদপুর জাপান গার্ডেন সিটির পাশে ১৫০০ বর্গফুট রেডি ফ্ল্যাট। ০১৭৫৬৬৬৯৯৭৩। [249, 873, 430, 921]
story-eme-headline[interactable]: ইএমই কোরের [484, 515, 601, 540]
classified-ad-body: ফ্ল্যাট বুকিং চলছে। মিরপুর-২, হাজার ১০০০ বর্গফুটের ৩টি বেড, ৩টি বাথ, বিশাল ড্রইং-ডাইনিং। ০১৬০৩-৩১৫০৪৩। [56, 1266, 225, 1332]
classified-ad-body: আদাবর, ১৪৫০ বর্গফুট, দক্ষিণমুখী, ৫ম তলা। ০১৯১৪৬৬৫৫৮৪। [249, 1197, 430, 1245]
classified-ad-body: ঢাকা সিটির ৪০ বর্গফুটের দূরত্বে প্রকল্পে জমির শেয়ার বিক্রয় চলছে। ০১৯৯৯৭৭৭৭৭৫। [249, 953, 430, 1002]
classified-ad [458, 1286, 627, 1366]
story-eb3 [450, 149, 635, 487]
story-boycott-para-2: চট্টগ্রাম, রাজশাহী, খুলনা, সিলেট ও বরিশালে দলটির নেতা-কর্মীরা গণসংযোগ করেন। এ সময় বিভিন্ন স্থানে পুলিশের সঙ্গে বাকবিতণ্ডার ঘটনা ঘটে। [1210, 249, 1528, 298]
classified-ad-ref: সি-১০৩৯২/২৩ [365, 358, 430, 370]
classified-ad [243, 704, 437, 785]
notice-cell-v: উপজেলা ও জাতীয় পর্যায়ের সংশ্লিষ্ট প্রতিষ্ঠান/নাগরিক, সরকারি/আধা-সরকারি/স্বায়ত্তশাসিত প্রতিষ্ঠান। [1184, 1826, 1509, 1866]
classified-ad-body: মহিলা রিসেপশনিস্ট আবশ্যক। ঢাকা উত্তরা, সেক্টর-৭, রোড-১৩, বাড়ি-৫। ০১৭৯১০৭৭৭৫৪। [56, 1006, 225, 1072]
classified-ad-title: জমির শেয়ার বিক্রয়: [249, 952, 348, 967]
classified-ad-body: ডিমোহাম্মদপুর নতুন ফ্ল্যাট ১২০০ বর্গফুট, কাজীপাড়া। ০১৭৭১-৯৪১০৪৯২। [249, 1440, 431, 1488]
notice-cell-v: ১০/০১/২০২৪ইং তারিখ, বিকাল ৫:০০ ঘটিকা। [1184, 1748, 1509, 1788]
signature-image [1292, 2204, 1501, 2252]
classified-ad-title: বিশাল ছাড়: [56, 1265, 119, 1279]
classified-ad-title: প্লট বিক্রয়: [249, 548, 314, 561]
classified-ad-ref: সি-১০৪০৩/২৩ [160, 1649, 225, 1661]
date-line: শুক্রবার ॥ ২৯ ডিসেম্বর ২০২৩ ॥ ১৪ পৌষ ১৪৩০ [60, 113, 407, 132]
classifieds-buysell-list-right [243, 183, 437, 1594]
classified-ad-ref: সি-১০৪১৫/২৩ [365, 1573, 430, 1586]
classified-ad-ref: সি-১০৪১২/২৩ [365, 1006, 430, 1018]
notice-cell-v: ০১/সওজ/চাঁদপুর/সেতু ইজারা/২০২৩-২০২৪ ইং (৬ষ্ঠ আহবান) [1184, 1543, 1509, 1567]
classifieds-buysell-header-right: ক্রয়/বিক্রয়/ভাড়া [243, 150, 437, 183]
story-eme [450, 515, 635, 627]
column-divider [1021, 666, 1202, 667]
classified-ad [243, 541, 437, 622]
notice-sign-title: নির্বাহী প্রকৌশলী [1361, 2289, 1431, 2302]
classified-ad-title: রেডি ফ্ল্যাট বিক্রয়: [249, 1439, 335, 1453]
classified-ad-title: প্লট বিক্রয়: [249, 466, 301, 481]
notice-cell-v: টাকা ৫০০০.০০ (পাঁচ হাজার টাকা) মাত্র। [1184, 1661, 1509, 1685]
story-tourist-bus-para-1: (প্রথম পৃষ্ঠার পর) ঘটনাস্থলেই কয়েকজনের মৃত্যু হয়। আহতদের উদ্ধার করে স্থানীয় হাসপাতালে নেওয়া হয়। হাইওয়ে পুলিশ জানায়, বাসটি দ্রুতগতিতে চলছিল এবং বিপরীত দিক থেকে আসা লেগুনার সঙ্গে মুখোমুখি সংঘর্ষ হয়। [1210, 396, 1528, 462]
classified-ad [50, 598, 232, 750]
classified-ad-ref: সি-১০৩৮৯/২৩ [365, 1330, 430, 1342]
